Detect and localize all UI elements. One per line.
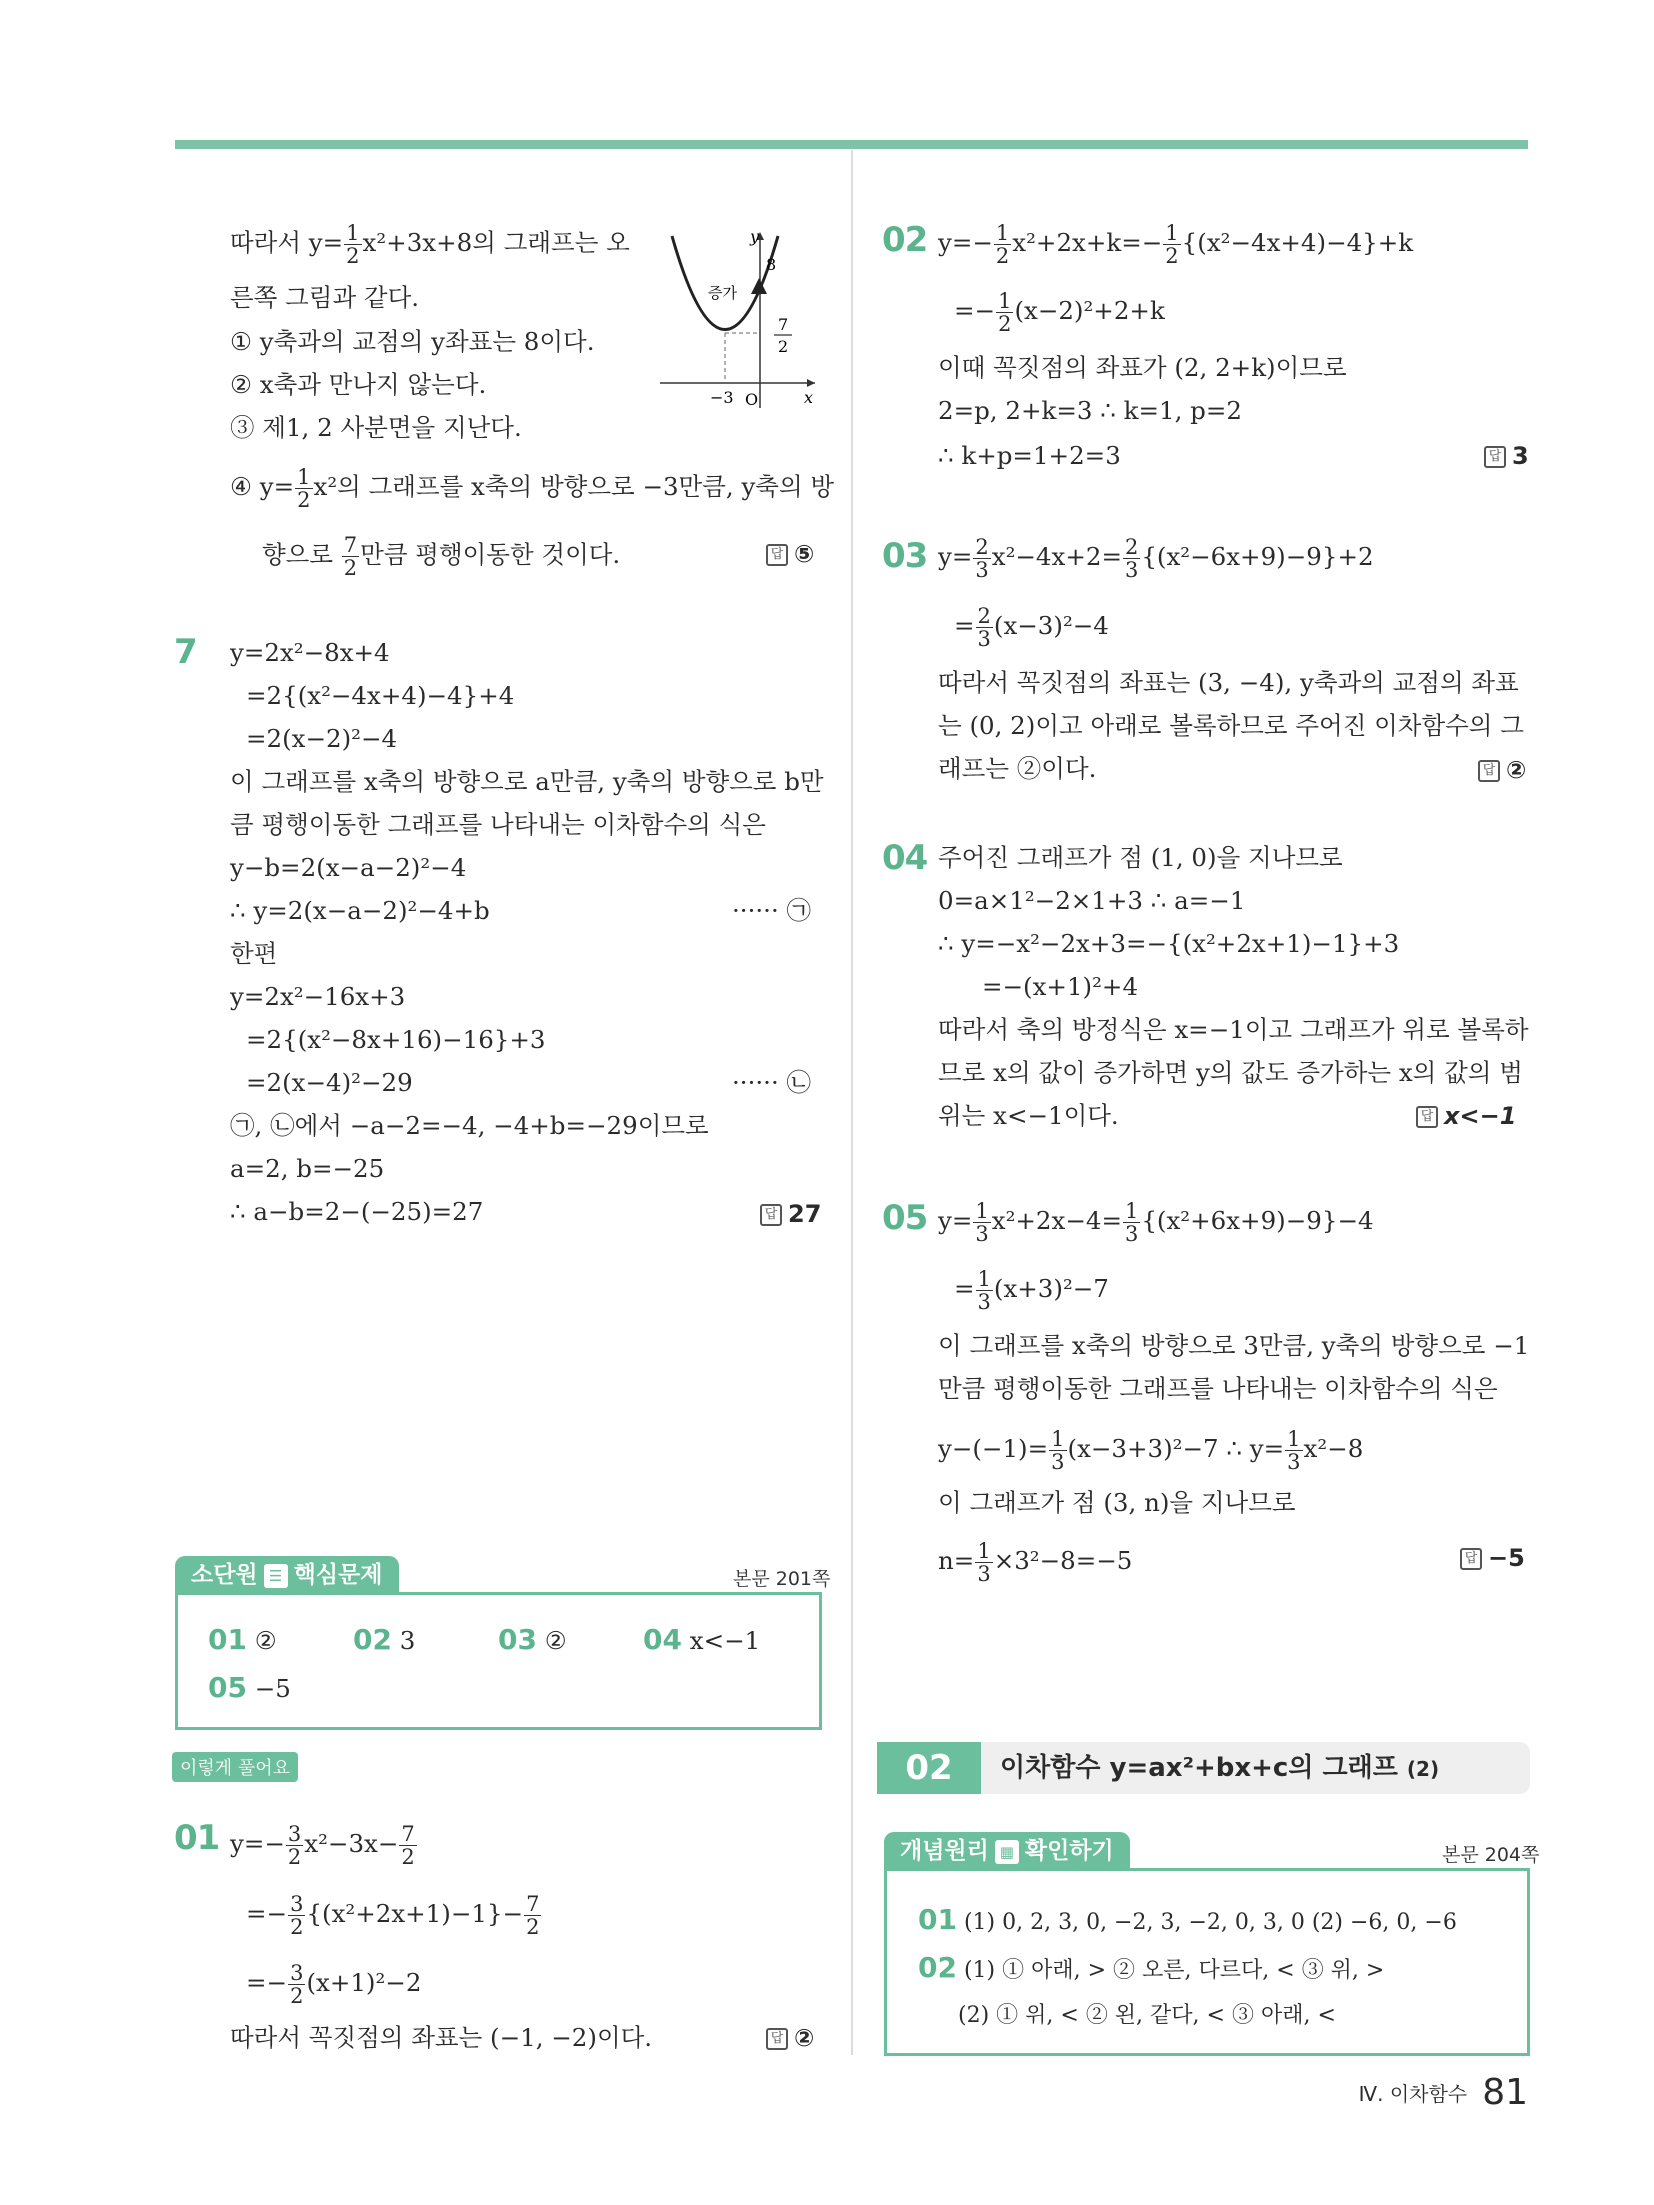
text-line: =−(x+1)²+4 [982, 972, 1139, 1001]
text-line: 따라서 꼭짓점의 좌표는 (3, −4), y축과의 교점의 좌표 [938, 668, 1519, 697]
fraction: $\frac{1}{3}$ [975, 1199, 989, 1246]
page-reference: 본문 204쪽 [1442, 1844, 1540, 1866]
fraction: $\frac{7}{2}$ [401, 1822, 415, 1869]
text-line: 0=a×1²−2×1+3 ∴ a=−1 [938, 886, 1246, 915]
text-line: ① y축과의 교점의 y좌표는 8이다. [230, 327, 595, 356]
text-line: y−(−1)= $\frac{1}{3}$ (x−3+3)²−7 ∴ y= $\frac{1}{3}$ x²−8 [938, 1427, 1364, 1474]
text-line: =− $\frac{3}{2}$ (x+1)²−2 [246, 1961, 422, 2008]
answer: 답 ⑤ [766, 540, 814, 568]
text-line: 만큼 평행이동한 그래프를 나타내는 이차함수의 식은 [938, 1374, 1498, 1403]
text-line: ∴ y=−x²−2x+3=−{(x²+2x+1)−1}+3 [938, 929, 1400, 958]
answer-icon: 답 [1416, 1106, 1438, 1128]
text-line: = $\frac{2}{3}$ (x−3)²−4 [954, 604, 1109, 651]
text-line: 른쪽 그림과 같다. [230, 283, 420, 312]
text-line: =2(x−4)²−29 [246, 1068, 413, 1097]
text-line: y= $\frac{1}{3}$ x²+2x−4= $\frac{1}{3}$ {(x²+6x+9)−9}−4 [938, 1199, 1374, 1246]
marker: ······ ㉠ [732, 896, 812, 925]
answer: 답 ② [1478, 756, 1526, 784]
text-line: 는 (0, 2)이고 아래로 볼록하므로 주어진 이차함수의 그 [938, 711, 1524, 740]
chapter-label: Ⅳ. 이차함수 [1358, 2082, 1468, 2106]
fraction: $\frac{2}{3}$ [975, 535, 989, 582]
core-answer: 03 ② [498, 1623, 567, 1656]
text-line: 위는 x<−1이다. [938, 1101, 1119, 1130]
answer-icon: 답 [760, 1204, 782, 1226]
fraction: $\frac{1}{2}$ [346, 221, 360, 268]
x-axis-label: x [804, 388, 814, 407]
answer-icon: 답 [1478, 760, 1500, 782]
text-line: 따라서 축의 방정식은 x=−1이고 그래프가 위로 볼록하 [938, 1015, 1529, 1044]
text-line: 이 그래프를 x축의 방향으로 3만큼, y축의 방향으로 −1 [938, 1331, 1530, 1360]
origin-label: O [745, 390, 759, 409]
chart-icon: ▦ [995, 1840, 1019, 1864]
page-number: 81 [1482, 2072, 1528, 2113]
y-intercept-label: 8 [766, 255, 777, 274]
page-footer [1359, 2072, 1528, 2113]
core-problems-tab: 소단원 ☰ 핵심문제 [175, 1556, 399, 1594]
problem-number: 05 [882, 1198, 928, 1238]
text-line: ④ y= $\frac{1}{2}$ x²의 그래프를 x축의 방향으로 −3만큼, y축의 방 [230, 465, 835, 512]
section-number: 02 [877, 1742, 981, 1794]
text-line: n= $\frac{1}{3}$ ×3²−8=−5 [938, 1539, 1133, 1586]
vertex-y-denominator: 2 [778, 337, 789, 356]
fraction: $\frac{1}{2}$ [998, 289, 1012, 336]
text-line: y−b=2(x−a−2)²−4 [230, 853, 467, 882]
problem-number: 04 [882, 838, 928, 878]
document-icon: ☰ [264, 1564, 288, 1588]
solution-badge: 이렇게 풀어요 [172, 1752, 298, 1782]
text-line: 큼 평행이동한 그래프를 나타내는 이차함수의 식은 [230, 810, 766, 839]
increase-label: 증가 [708, 284, 737, 302]
parabola-graph [660, 228, 820, 413]
core-answer: 04 x<−1 [643, 1623, 761, 1656]
text-line: ∴ k+p=1+2=3 [938, 441, 1121, 470]
fraction: $\frac{1}{3}$ [1287, 1427, 1301, 1474]
problem-number: 7 [174, 632, 197, 672]
answer: 답 3 [1484, 442, 1529, 470]
answer-icon: 답 [766, 2028, 788, 2050]
fraction: $\frac{1}{2}$ [297, 465, 311, 512]
text-line: ③ 제1, 2 사분면을 지난다. [230, 413, 522, 442]
core-answer: 05 −5 [208, 1671, 291, 1704]
concept-line: 02 (1) ① 아래, > ② 오른, 다르다, < ③ 위, > [918, 1951, 1385, 1984]
text-line: 이 그래프를 x축의 방향으로 a만큼, y축의 방향으로 b만 [230, 767, 824, 796]
text-line: y=− $\frac{1}{2}$ x²+2x+k=− $\frac{1}{2}$ {(x²−4x+4)−4}+k [938, 221, 1414, 268]
fraction: $\frac{3}{2}$ [290, 1961, 304, 2008]
fraction: $\frac{2}{3}$ [977, 604, 991, 651]
core-problems-panel [175, 1592, 822, 1730]
answer: 답 27 [760, 1200, 821, 1228]
column-divider [851, 150, 853, 2055]
text-line: 따라서 꼭짓점의 좌표는 (−1, −2)이다. [230, 2023, 653, 2052]
answer-icon: 답 [1460, 1548, 1482, 1570]
text-line: =2{(x²−8x+16)−16}+3 [246, 1025, 546, 1054]
problem-number: 02 [882, 220, 928, 260]
text-line: 이 그래프가 점 (3, n)을 지나므로 [938, 1488, 1296, 1517]
text-line: 2=p, 2+k=3 ∴ k=1, p=2 [938, 396, 1242, 425]
core-answer: 02 3 [353, 1623, 416, 1656]
vertex-y-numerator: 7 [778, 315, 789, 334]
fraction: $\frac{1}{3}$ [977, 1539, 991, 1586]
concept-line: (2) ① 위, < ② 왼, 같다, < ③ 아래, < [958, 2003, 1336, 2028]
text-line: 므로 x의 값이 증가하면 y의 값도 증가하는 x의 값의 범 [938, 1058, 1523, 1087]
core-answer: 01 ② [208, 1623, 277, 1656]
text-line: 한편 [230, 939, 278, 968]
page-reference: 본문 201쪽 [733, 1568, 831, 1590]
text-line: 래프는 ②이다. [938, 754, 1097, 783]
text-line: 주어진 그래프가 점 (1, 0)을 지나므로 [938, 843, 1343, 872]
fraction: $\frac{7}{2}$ [526, 1892, 540, 1939]
y-axis-label: y [750, 228, 760, 246]
concept-line: 01 (1) 0, 2, 3, 0, −2, 3, −2, 0, 3, 0 (2) −6, 0, −6 [918, 1903, 1457, 1936]
marker: ······ ㉡ [732, 1068, 812, 1097]
top-accent-bar [175, 140, 1528, 149]
fraction: $\frac{3}{2}$ [287, 1822, 302, 1869]
text-line: y=2x²−16x+3 [230, 982, 406, 1011]
text-line: 향으로 $\frac{7}{2}$ 만큼 평행이동한 것이다. [262, 533, 621, 580]
answer: 답 −5 [1460, 1544, 1525, 1572]
section-title: 이차함수 y=ax²+bx+c의 그래프 (2) [1000, 1753, 1440, 1783]
text-line: ∴ a−b=2−(−25)=27 [230, 1197, 484, 1226]
text-line: a=2, b=−25 [230, 1154, 385, 1183]
fraction: $\frac{3}{2}$ [290, 1892, 304, 1939]
fraction: $\frac{1}{3}$ [1124, 1199, 1139, 1246]
fraction: $\frac{1}{3}$ [977, 1267, 991, 1314]
concept-check-tab: 개념원리 ▦ 확인하기 [884, 1832, 1130, 1870]
text-line: y=2x²−8x+4 [230, 638, 390, 667]
problem-number: 03 [882, 536, 928, 576]
fraction: $\frac{2}{3}$ [1124, 535, 1139, 582]
text-line: 이때 꼭짓점의 좌표가 (2, 2+k)이므로 [938, 353, 1347, 382]
fraction: $\frac{7}{2}$ [343, 533, 358, 580]
answer: 답 ② [766, 2024, 814, 2052]
text-line: = $\frac{1}{3}$ (x+3)²−7 [954, 1267, 1109, 1314]
x-vertex-label: −3 [710, 388, 734, 407]
problem-number: 01 [174, 1818, 220, 1858]
text-line: y=− $\frac{3}{2}$ x²−3x− $\frac{7}{2}$ [230, 1822, 415, 1869]
text-line: ∴ y=2(x−a−2)²−4+b [230, 896, 490, 925]
answer: 답 x<−1 [1416, 1102, 1516, 1130]
fraction: $\frac{1}{3}$ [1051, 1427, 1065, 1474]
answer-icon: 답 [1484, 446, 1506, 468]
text-line: ② x축과 만나지 않는다. [230, 370, 487, 399]
text-line: =2(x−2)²−4 [246, 724, 398, 753]
answer-icon: 답 [766, 544, 788, 566]
fraction: $\frac{1}{2}$ [1165, 221, 1179, 268]
fraction: $\frac{1}{2}$ [995, 221, 1010, 268]
text-line: =2{(x²−4x+4)−4}+4 [246, 681, 515, 710]
text-line: 따라서 y= $\frac{1}{2}$ x²+3x+8의 그래프는 오 [230, 221, 630, 268]
text-line: =− $\frac{1}{2}$ (x−2)²+2+k [954, 289, 1165, 336]
text-line: =− $\frac{3}{2}$ {(x²+2x+1)−1}− $\frac{7}{2}$ [246, 1892, 540, 1939]
text-line: ㉠, ㉡에서 −a−2=−4, −4+b=−29이므로 [230, 1111, 709, 1140]
text-line: y= $\frac{2}{3}$ x²−4x+2= $\frac{2}{3}$ {(x²−6x+9)−9}+2 [938, 535, 1374, 582]
